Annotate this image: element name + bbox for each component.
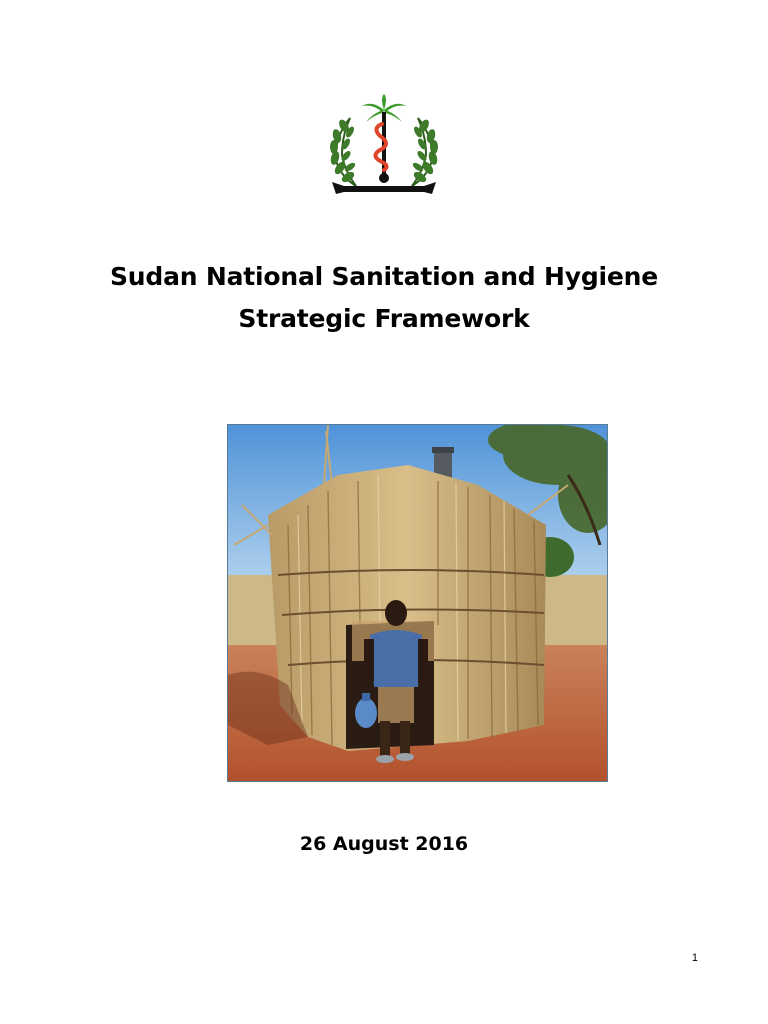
latrine-photo-icon <box>228 425 608 782</box>
ministry-logo <box>320 94 448 202</box>
document-title <box>0 256 768 340</box>
page-number: 1 <box>691 952 698 964</box>
title-line-1: Sudan National Sanitation and Hygiene <box>109 262 659 291</box>
cover-photo <box>227 424 608 782</box>
emblem-icon <box>320 94 448 202</box>
banner-ribbon-icon <box>332 182 436 194</box>
title-line-2: Strategic Framework <box>238 304 530 333</box>
laurel-right-icon <box>411 118 438 186</box>
laurel-left-icon <box>329 118 356 186</box>
document-date: 26 August 2016 <box>299 833 469 855</box>
